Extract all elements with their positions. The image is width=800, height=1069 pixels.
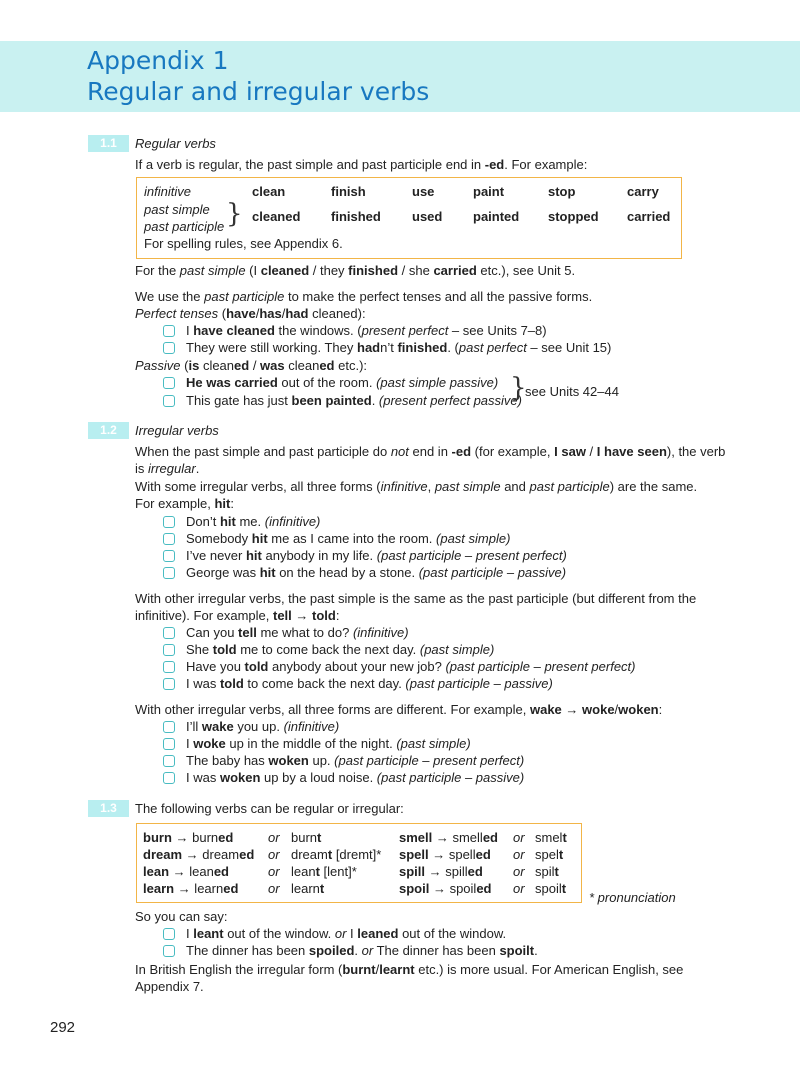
- or-word: or: [513, 830, 525, 845]
- so-you-can-say: So you can say:: [135, 909, 228, 924]
- regular-intro: If a verb is regular, the past simple and past participle end in -ed. For example:: [135, 157, 588, 172]
- or-word: or: [268, 881, 280, 896]
- infinitive-cell: clean: [252, 184, 286, 199]
- past-form-cell: carried: [627, 209, 671, 224]
- past-simple-reference: For the past simple (I cleaned / they finished / she carried etc.), see Unit 5.: [135, 263, 576, 278]
- verb-row: dream → dreamed: [143, 847, 255, 862]
- bullet-icon: [163, 738, 175, 750]
- past-form-cell: painted: [473, 209, 520, 224]
- example-sentence: I leant out of the window. or I leaned out of the window.: [186, 926, 507, 941]
- page-number: 292: [50, 1019, 76, 1036]
- passive-units-reference: see Units 42–44: [525, 384, 619, 399]
- bullet-icon: [163, 928, 175, 940]
- british-english-note: In British English the irregular form (burnt/learnt etc.) is more usual. For American English, see: [135, 962, 684, 977]
- example-sentence: I was woken up by a loud noise. (past participle – passive): [186, 770, 525, 785]
- bullet-icon: [163, 678, 175, 690]
- past-form-cell: cleaned: [252, 209, 301, 224]
- example-sentence: I was told to come back the next day. (past participle – passive): [186, 676, 553, 691]
- irregular-form: burnt: [291, 830, 322, 845]
- irregular-intro: When the past simple and past participle do not end in -ed (for example, I saw / I have seen), the verb: [135, 444, 726, 459]
- page-title: Appendix 1: [87, 46, 229, 75]
- label-infinitive: infinitive: [144, 184, 191, 199]
- verb-row: spell → spelled: [399, 847, 491, 862]
- bullet-icon: [163, 567, 175, 579]
- section-heading-regular: Regular verbs: [135, 136, 216, 151]
- or-word: or: [513, 864, 525, 879]
- example-sentence: This gate has just been painted. (present perfect passive): [186, 393, 522, 408]
- or-word: or: [513, 847, 525, 862]
- example-sentence: I’ve never hit anybody in my life. (past participle – present perfect): [186, 548, 567, 563]
- perfect-tenses-label: Perfect tenses (have/has/had cleaned):: [135, 306, 366, 321]
- bullet-icon: [163, 516, 175, 528]
- spelling-note: For spelling rules, see Appendix 6.: [144, 236, 343, 251]
- bullet-icon: [163, 644, 175, 656]
- british-english-note-cont: Appendix 7.: [135, 979, 204, 994]
- irregular-form: spoilt: [535, 881, 567, 896]
- irregular-intro-cont: is irregular.: [135, 461, 200, 476]
- irregular-form: learnt: [291, 881, 325, 896]
- or-word: or: [268, 847, 280, 862]
- example-sentence: The dinner has been spoiled. or The dinner has been spoilt.: [186, 943, 538, 958]
- hit-example-label: For example, hit:: [135, 496, 234, 511]
- example-sentence: Can you tell me what to do? (infinitive): [186, 625, 409, 640]
- verb-row: learn → learned: [143, 881, 239, 896]
- example-sentence: He was carried out of the room. (past simple passive): [186, 375, 499, 390]
- past-form-cell: used: [412, 209, 443, 224]
- page-subtitle: Regular and irregular verbs: [87, 77, 430, 106]
- bullet-icon: [163, 550, 175, 562]
- past-form-cell: finished: [331, 209, 381, 224]
- bullet-icon: [163, 772, 175, 784]
- irregular-form: spilt: [535, 864, 559, 879]
- verb-row: burn → burned: [143, 830, 234, 845]
- example-sentence: Have you told anybody about your new job? (past participle – present perfect): [186, 659, 636, 674]
- example-sentence: I woke up in the middle of the night. (past simple): [186, 736, 471, 751]
- or-word: or: [268, 830, 280, 845]
- bullet-icon: [163, 945, 175, 957]
- bullet-icon: [163, 533, 175, 545]
- bullet-icon: [163, 395, 175, 407]
- irregular-form: leant [lent]*: [291, 864, 357, 879]
- bullet-icon: [163, 627, 175, 639]
- or-word: or: [268, 864, 280, 879]
- example-sentence: I’ll wake you up. (infinitive): [186, 719, 340, 734]
- brace-passive: }: [510, 373, 527, 403]
- example-sentence: Don’t hit me. (infinitive): [186, 514, 321, 529]
- infinitive-cell: stop: [548, 184, 576, 199]
- irregular-form: spelt: [535, 847, 564, 862]
- verb-row: spoil → spoiled: [399, 881, 492, 896]
- pronunciation-note: * pronunciation: [589, 890, 676, 905]
- infinitive-cell: use: [412, 184, 435, 199]
- verb-row: smell → smelled: [399, 830, 498, 845]
- irregular-form: smelt: [535, 830, 567, 845]
- bullet-icon: [163, 325, 175, 337]
- brace-forms: }: [226, 199, 243, 229]
- bullet-icon: [163, 377, 175, 389]
- infinitive-cell: carry: [627, 184, 659, 199]
- example-sentence: She told me to come back the next day. (past simple): [186, 642, 495, 657]
- example-sentence: They were still working. They hadn’t finished. (past perfect – see Unit 15): [186, 340, 612, 355]
- section-number-1-2: 1.2: [88, 422, 129, 439]
- wake-text: With other irregular verbs, all three forms are different. For example, wake → woke/woken:: [135, 702, 663, 717]
- past-form-cell: stopped: [548, 209, 599, 224]
- infinitive-cell: paint: [473, 184, 505, 199]
- example-sentence: George was hit on the head by a stone. (past participle – passive): [186, 565, 567, 580]
- tell-text: With other irregular verbs, the past simple is the same as the past participle (but different from the: [135, 591, 697, 606]
- past-participle-intro: We use the past participle to make the perfect tenses and all the passive forms.: [135, 289, 593, 304]
- section-heading-irregular: Irregular verbs: [135, 423, 219, 438]
- label-past-simple: past simple: [144, 202, 210, 217]
- verb-row: lean → leaned: [143, 864, 229, 879]
- passive-label: Passive (is cleaned / was cleaned etc.):: [135, 358, 368, 373]
- tell-example-label: infinitive). For example, tell → told:: [135, 608, 340, 623]
- or-word: or: [513, 881, 525, 896]
- example-sentence: The baby has woken up. (past participle – present perfect): [186, 753, 525, 768]
- section-number-1-1: 1.1: [88, 135, 129, 152]
- bullet-icon: [163, 342, 175, 354]
- regular-or-irregular-intro: The following verbs can be regular or irregular:: [135, 801, 404, 816]
- infinitive-cell: finish: [331, 184, 366, 199]
- label-past-participle: past participle: [144, 219, 225, 234]
- example-sentence: I have cleaned the windows. (present perfect – see Units 7–8): [186, 323, 547, 338]
- irregular-form: dreamt [dremt]*: [291, 847, 382, 862]
- bullet-icon: [163, 755, 175, 767]
- same-forms-text: With some irregular verbs, all three forms (infinitive, past simple and past participle) are the same.: [135, 479, 698, 494]
- bullet-icon: [163, 661, 175, 673]
- bullet-icon: [163, 721, 175, 733]
- section-number-1-3: 1.3: [88, 800, 129, 817]
- example-sentence: Somebody hit me as I came into the room. (past simple): [186, 531, 511, 546]
- verb-row: spill → spilled: [399, 864, 483, 879]
